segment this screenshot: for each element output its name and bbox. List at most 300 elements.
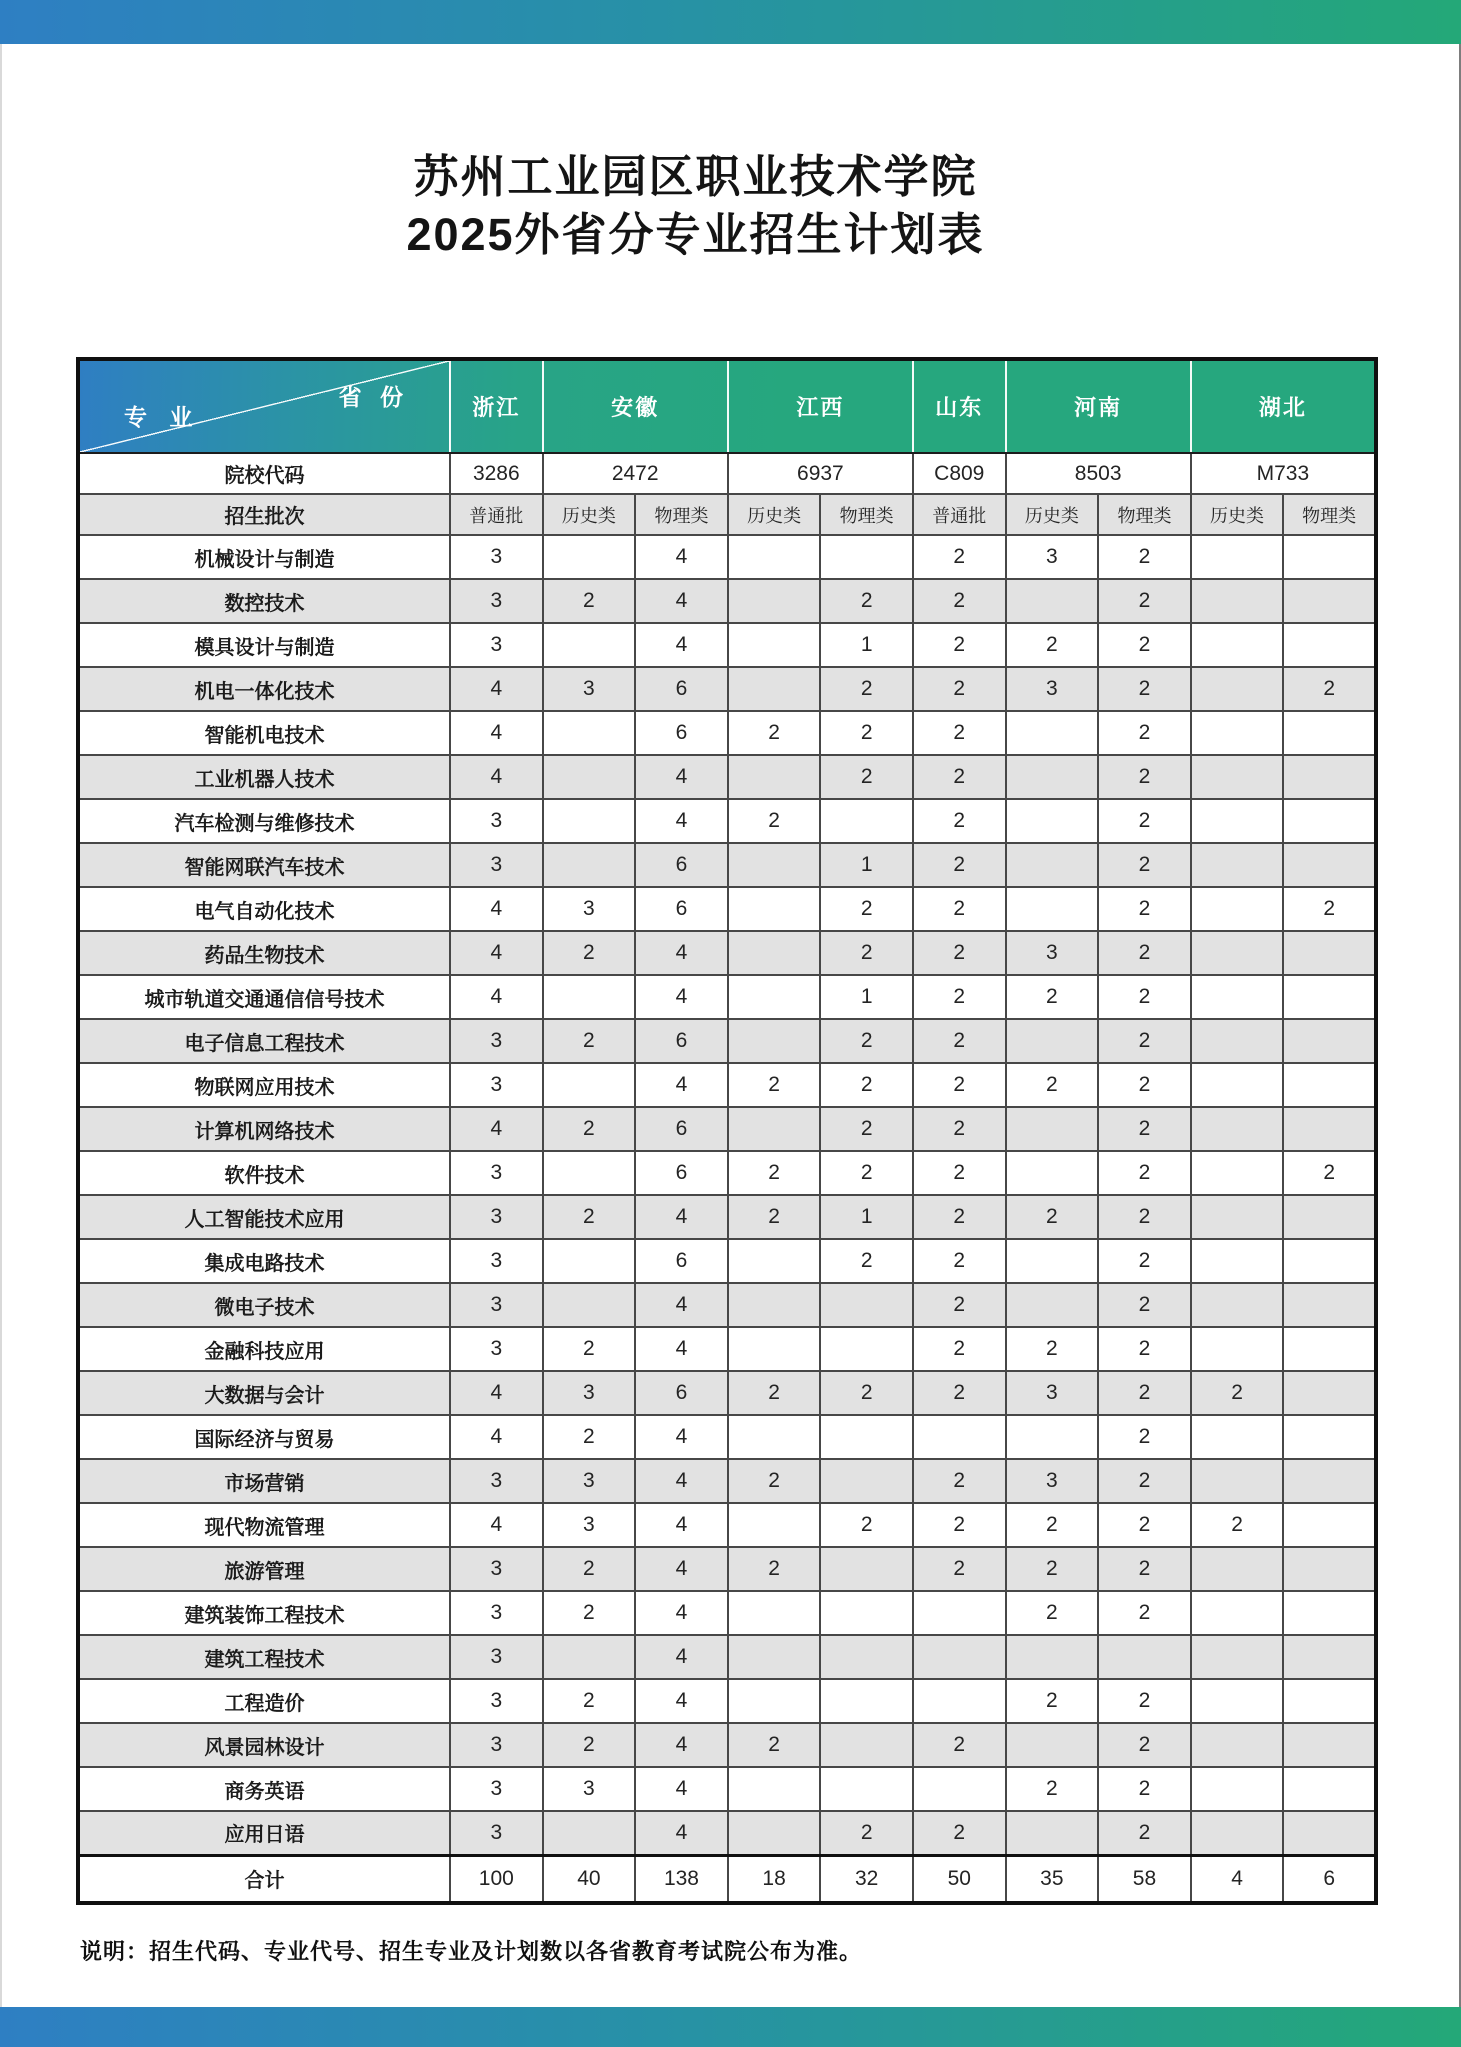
plan-count — [820, 1767, 913, 1811]
plan-count — [820, 1547, 913, 1591]
total-count: 58 — [1098, 1855, 1191, 1903]
bottom-gradient-bar — [0, 2007, 1461, 2047]
plan-count — [913, 1679, 1006, 1723]
plan-count — [1283, 1723, 1376, 1767]
plan-count: 2 — [913, 1503, 1006, 1547]
plan-count — [1283, 1327, 1376, 1371]
plan-count: 2 — [1098, 1415, 1191, 1459]
plan-count: 2 — [1006, 623, 1099, 667]
plan-count: 4 — [635, 1283, 728, 1327]
plan-count: 2 — [1098, 535, 1191, 579]
plan-count: 4 — [635, 579, 728, 623]
total-count: 4 — [1191, 1855, 1284, 1903]
plan-count: 2 — [913, 1811, 1006, 1855]
major-name: 城市轨道交通通信信号技术 — [78, 975, 450, 1019]
plan-count — [1191, 1327, 1284, 1371]
plan-count: 2 — [728, 1723, 821, 1767]
plan-count: 4 — [635, 755, 728, 799]
plan-count: 2 — [543, 1019, 636, 1063]
major-name: 微电子技术 — [78, 1283, 450, 1327]
plan-count: 2 — [913, 755, 1006, 799]
plan-count — [1191, 1591, 1284, 1635]
plan-count — [728, 887, 821, 931]
plan-count: 2 — [913, 1195, 1006, 1239]
plan-count: 2 — [1098, 1503, 1191, 1547]
plan-count — [1191, 1459, 1284, 1503]
plan-count: 2 — [1006, 1063, 1099, 1107]
total-count: 35 — [1006, 1855, 1099, 1903]
major-row — [78, 1459, 1376, 1503]
plan-count: 4 — [450, 931, 543, 975]
major-name: 软件技术 — [78, 1151, 450, 1195]
plan-count: 2 — [913, 623, 1006, 667]
plan-count: 2 — [1098, 1811, 1191, 1855]
plan-count: 4 — [450, 1503, 543, 1547]
plan-count — [1191, 535, 1284, 579]
plan-count: 2 — [913, 1459, 1006, 1503]
plan-count — [1283, 1195, 1376, 1239]
plan-count — [543, 535, 636, 579]
plan-count: 6 — [635, 843, 728, 887]
plan-count: 6 — [635, 1371, 728, 1415]
plan-count: 2 — [1006, 1679, 1099, 1723]
major-row — [78, 975, 1376, 1019]
plan-count — [543, 711, 636, 755]
plan-count: 2 — [913, 1019, 1006, 1063]
plan-count: 2 — [913, 1283, 1006, 1327]
plan-count: 3 — [1006, 931, 1099, 975]
plan-count — [1191, 1107, 1284, 1151]
plan-count: 4 — [450, 1415, 543, 1459]
plan-count — [728, 1283, 821, 1327]
plan-count: 3 — [450, 1019, 543, 1063]
plan-count: 2 — [913, 1239, 1006, 1283]
plan-count: 2 — [913, 799, 1006, 843]
plan-count: 2 — [728, 1063, 821, 1107]
plan-count: 4 — [635, 1547, 728, 1591]
plan-count — [1006, 711, 1099, 755]
plan-count — [1191, 1195, 1284, 1239]
plan-count — [913, 1591, 1006, 1635]
plan-count: 4 — [635, 1459, 728, 1503]
major-row — [78, 755, 1376, 799]
plan-count — [728, 1635, 821, 1679]
plan-count: 6 — [635, 711, 728, 755]
major-row — [78, 623, 1376, 667]
plan-count — [1283, 1415, 1376, 1459]
plan-count — [1283, 1019, 1376, 1063]
major-name: 旅游管理 — [78, 1547, 450, 1591]
major-row — [78, 1811, 1376, 1855]
plan-count — [1006, 1107, 1099, 1151]
plan-count: 3 — [450, 1679, 543, 1723]
plan-count: 2 — [1098, 755, 1191, 799]
plan-count: 2 — [1098, 1107, 1191, 1151]
plan-count: 2 — [820, 1019, 913, 1063]
plan-count: 2 — [913, 667, 1006, 711]
plan-count — [1283, 799, 1376, 843]
plan-count: 3 — [450, 799, 543, 843]
major-name: 人工智能技术应用 — [78, 1195, 450, 1239]
major-row — [78, 1415, 1376, 1459]
plan-count: 2 — [543, 1415, 636, 1459]
total-count: 40 — [543, 1855, 636, 1903]
plan-count: 6 — [635, 1107, 728, 1151]
plan-count: 3 — [450, 535, 543, 579]
plan-count: 2 — [1006, 1327, 1099, 1371]
school-code-label: 院校代码 — [78, 453, 450, 494]
plan-count — [1191, 1239, 1284, 1283]
plan-count — [1283, 975, 1376, 1019]
major-name: 机械设计与制造 — [78, 535, 450, 579]
plan-count: 4 — [450, 975, 543, 1019]
plan-count: 2 — [1098, 1723, 1191, 1767]
plan-count: 4 — [450, 755, 543, 799]
batch-type: 历史类 — [728, 494, 821, 535]
plan-count: 3 — [450, 1063, 543, 1107]
major-row — [78, 1151, 1376, 1195]
plan-count: 2 — [913, 711, 1006, 755]
plan-count: 4 — [635, 975, 728, 1019]
plan-count: 2 — [820, 1811, 913, 1855]
plan-count: 3 — [450, 623, 543, 667]
plan-count — [543, 843, 636, 887]
major-name: 工程造价 — [78, 1679, 450, 1723]
plan-count — [1006, 755, 1099, 799]
plan-count — [820, 1591, 913, 1635]
major-row — [78, 931, 1376, 975]
major-name: 金融科技应用 — [78, 1327, 450, 1371]
plan-count — [913, 1767, 1006, 1811]
plan-count — [728, 667, 821, 711]
plan-count — [1191, 975, 1284, 1019]
plan-count — [1191, 667, 1284, 711]
plan-count — [1006, 1415, 1099, 1459]
total-row — [78, 1855, 1376, 1903]
school-code-value: 8503 — [1006, 453, 1191, 494]
plan-count: 2 — [543, 1327, 636, 1371]
major-name: 风景园林设计 — [78, 1723, 450, 1767]
plan-count: 2 — [1098, 1283, 1191, 1327]
school-code-value: C809 — [913, 453, 1006, 494]
plan-count: 2 — [728, 1151, 821, 1195]
plan-count — [728, 975, 821, 1019]
major-row — [78, 1371, 1376, 1415]
plan-count: 4 — [635, 1195, 728, 1239]
plan-count: 3 — [450, 1635, 543, 1679]
plan-count — [543, 975, 636, 1019]
plan-count: 3 — [450, 1151, 543, 1195]
plan-count: 4 — [450, 1371, 543, 1415]
major-row — [78, 1679, 1376, 1723]
plan-count — [1006, 887, 1099, 931]
major-row — [78, 1063, 1376, 1107]
plan-count — [1006, 1239, 1099, 1283]
major-row — [78, 1327, 1376, 1371]
plan-count — [1283, 1591, 1376, 1635]
plan-count: 3 — [543, 1459, 636, 1503]
plan-count — [1191, 1063, 1284, 1107]
plan-count — [1006, 1723, 1099, 1767]
batch-type: 历史类 — [1191, 494, 1284, 535]
plan-count — [1191, 1151, 1284, 1195]
plan-count: 2 — [1098, 623, 1191, 667]
major-name: 市场营销 — [78, 1459, 450, 1503]
plan-count: 2 — [820, 1151, 913, 1195]
major-row — [78, 1635, 1376, 1679]
plan-count: 2 — [1098, 1547, 1191, 1591]
corner-cell — [78, 359, 450, 453]
plan-count — [728, 1767, 821, 1811]
major-row — [78, 667, 1376, 711]
school-code-row — [78, 453, 1376, 494]
plan-count: 2 — [1098, 1239, 1191, 1283]
plan-count — [1191, 1679, 1284, 1723]
plan-count: 2 — [913, 1371, 1006, 1415]
total-count: 50 — [913, 1855, 1006, 1903]
province-axis-label: 省 份 — [338, 384, 409, 411]
plan-count: 2 — [1098, 1195, 1191, 1239]
batch-type: 历史类 — [543, 494, 636, 535]
plan-count — [1191, 931, 1284, 975]
plan-count — [543, 1283, 636, 1327]
plan-count — [1191, 1019, 1284, 1063]
plan-count: 2 — [728, 1459, 821, 1503]
plan-count: 3 — [1006, 667, 1099, 711]
plan-count: 2 — [1098, 1459, 1191, 1503]
plan-count: 2 — [543, 1107, 636, 1151]
plan-count: 2 — [1098, 711, 1191, 755]
plan-count — [820, 1723, 913, 1767]
plan-count: 4 — [635, 1679, 728, 1723]
batch-type: 普通批 — [913, 494, 1006, 535]
plan-count: 4 — [635, 1767, 728, 1811]
plan-count: 4 — [450, 667, 543, 711]
province-header: 浙江 — [450, 359, 543, 453]
plan-count — [1006, 1811, 1099, 1855]
province-header: 湖北 — [1191, 359, 1376, 453]
batch-type: 物理类 — [635, 494, 728, 535]
plan-count — [1098, 1635, 1191, 1679]
major-row — [78, 1767, 1376, 1811]
plan-count — [1191, 711, 1284, 755]
plan-count — [913, 1415, 1006, 1459]
plan-count: 2 — [728, 711, 821, 755]
plan-count — [820, 1459, 913, 1503]
plan-count: 4 — [635, 1415, 728, 1459]
plan-count — [1283, 535, 1376, 579]
plan-count: 2 — [1191, 1371, 1284, 1415]
major-name: 现代物流管理 — [78, 1503, 450, 1547]
plan-count — [1191, 623, 1284, 667]
plan-count: 2 — [1006, 1767, 1099, 1811]
province-header: 河南 — [1006, 359, 1191, 453]
plan-count: 3 — [1006, 1371, 1099, 1415]
plan-count: 2 — [913, 579, 1006, 623]
plan-count: 3 — [1006, 535, 1099, 579]
plan-count — [1191, 843, 1284, 887]
plan-count: 3 — [543, 887, 636, 931]
major-name: 建筑装饰工程技术 — [78, 1591, 450, 1635]
plan-count — [728, 1591, 821, 1635]
plan-count — [1191, 799, 1284, 843]
plan-count — [1191, 1811, 1284, 1855]
major-name: 智能网联汽车技术 — [78, 843, 450, 887]
plan-count: 2 — [820, 711, 913, 755]
plan-count — [728, 843, 821, 887]
plan-count: 4 — [450, 887, 543, 931]
plan-count: 2 — [913, 931, 1006, 975]
major-name: 计算机网络技术 — [78, 1107, 450, 1151]
plan-count: 2 — [1006, 975, 1099, 1019]
plan-count — [728, 1811, 821, 1855]
major-row — [78, 843, 1376, 887]
plan-count: 3 — [450, 1547, 543, 1591]
major-name: 物联网应用技术 — [78, 1063, 450, 1107]
plan-count: 4 — [635, 1327, 728, 1371]
major-row — [78, 535, 1376, 579]
plan-count — [1283, 1503, 1376, 1547]
plan-count: 4 — [635, 931, 728, 975]
plan-count: 2 — [1191, 1503, 1284, 1547]
plan-count — [820, 799, 913, 843]
plan-count: 4 — [635, 1063, 728, 1107]
major-row — [78, 579, 1376, 623]
plan-count: 2 — [543, 1723, 636, 1767]
plan-count — [1283, 579, 1376, 623]
plan-count: 2 — [820, 667, 913, 711]
plan-count: 3 — [450, 1591, 543, 1635]
plan-count: 2 — [913, 1327, 1006, 1371]
total-count: 6 — [1283, 1855, 1376, 1903]
plan-count — [543, 623, 636, 667]
plan-count: 2 — [728, 1547, 821, 1591]
major-name: 机电一体化技术 — [78, 667, 450, 711]
major-row — [78, 1019, 1376, 1063]
plan-count: 2 — [820, 1503, 913, 1547]
plan-count: 2 — [1098, 1591, 1191, 1635]
plan-count: 2 — [820, 931, 913, 975]
plan-count: 6 — [635, 667, 728, 711]
batch-type: 普通批 — [450, 494, 543, 535]
plan-count — [728, 1679, 821, 1723]
plan-count: 3 — [1006, 1459, 1099, 1503]
plan-count — [1283, 1239, 1376, 1283]
plan-count: 2 — [1098, 579, 1191, 623]
plan-count: 2 — [913, 1547, 1006, 1591]
plan-count — [1191, 1547, 1284, 1591]
plan-count — [1191, 579, 1284, 623]
plan-count: 2 — [1283, 1151, 1376, 1195]
plan-count — [1191, 887, 1284, 931]
plan-count — [1191, 755, 1284, 799]
major-name: 数控技术 — [78, 579, 450, 623]
plan-count — [1283, 1107, 1376, 1151]
total-count: 138 — [635, 1855, 728, 1903]
plan-count: 3 — [543, 667, 636, 711]
plan-count: 3 — [450, 843, 543, 887]
major-row — [78, 1547, 1376, 1591]
plan-count — [543, 799, 636, 843]
plan-count — [820, 535, 913, 579]
table-body — [78, 453, 1376, 1903]
plan-count: 1 — [820, 843, 913, 887]
plan-count — [1006, 1283, 1099, 1327]
major-row — [78, 1283, 1376, 1327]
plan-count — [1283, 931, 1376, 975]
plan-count: 2 — [913, 887, 1006, 931]
plan-count: 2 — [543, 1591, 636, 1635]
plan-count — [1283, 623, 1376, 667]
plan-count — [1283, 1371, 1376, 1415]
plan-count — [1006, 1635, 1099, 1679]
batch-type: 历史类 — [1006, 494, 1099, 535]
plan-count: 2 — [1098, 1151, 1191, 1195]
plan-count: 2 — [1098, 1327, 1191, 1371]
batch-type: 物理类 — [820, 494, 913, 535]
plan-count: 2 — [1283, 667, 1376, 711]
table-header — [78, 359, 1376, 453]
plan-count: 2 — [1006, 1591, 1099, 1635]
plan-count — [913, 1635, 1006, 1679]
plan-count — [728, 1503, 821, 1547]
plan-count — [1006, 579, 1099, 623]
plan-count — [728, 1327, 821, 1371]
batch-label: 招生批次 — [78, 494, 450, 535]
plan-count: 1 — [820, 1195, 913, 1239]
major-name: 模具设计与制造 — [78, 623, 450, 667]
major-name: 药品生物技术 — [78, 931, 450, 975]
major-name: 应用日语 — [78, 1811, 450, 1855]
plan-count: 6 — [635, 887, 728, 931]
plan-count — [820, 1415, 913, 1459]
plan-count: 2 — [543, 1547, 636, 1591]
title-block — [0, 44, 1461, 263]
plan-count: 2 — [543, 579, 636, 623]
plan-count — [1283, 755, 1376, 799]
plan-count — [1191, 1767, 1284, 1811]
plan-count: 2 — [820, 887, 913, 931]
major-name: 智能机电技术 — [78, 711, 450, 755]
plan-count: 2 — [1098, 799, 1191, 843]
plan-count — [543, 1811, 636, 1855]
plan-count — [1191, 1635, 1284, 1679]
plan-count: 2 — [913, 975, 1006, 1019]
plan-count: 6 — [635, 1019, 728, 1063]
plan-count: 2 — [913, 1063, 1006, 1107]
plan-count: 3 — [450, 1239, 543, 1283]
plan-count — [1283, 1283, 1376, 1327]
province-header: 安徽 — [543, 359, 728, 453]
plan-count: 2 — [913, 535, 1006, 579]
major-row — [78, 1591, 1376, 1635]
province-header: 江西 — [728, 359, 913, 453]
plan-count: 4 — [635, 1811, 728, 1855]
major-row — [78, 799, 1376, 843]
plan-count — [728, 579, 821, 623]
plan-count: 3 — [543, 1371, 636, 1415]
major-name: 电气自动化技术 — [78, 887, 450, 931]
major-row — [78, 1107, 1376, 1151]
plan-count: 2 — [1098, 1767, 1191, 1811]
plan-count — [728, 755, 821, 799]
plan-count — [728, 623, 821, 667]
plan-count: 2 — [820, 579, 913, 623]
plan-count: 3 — [450, 1327, 543, 1371]
plan-count — [728, 535, 821, 579]
plan-count: 4 — [450, 711, 543, 755]
plan-count: 4 — [635, 1591, 728, 1635]
